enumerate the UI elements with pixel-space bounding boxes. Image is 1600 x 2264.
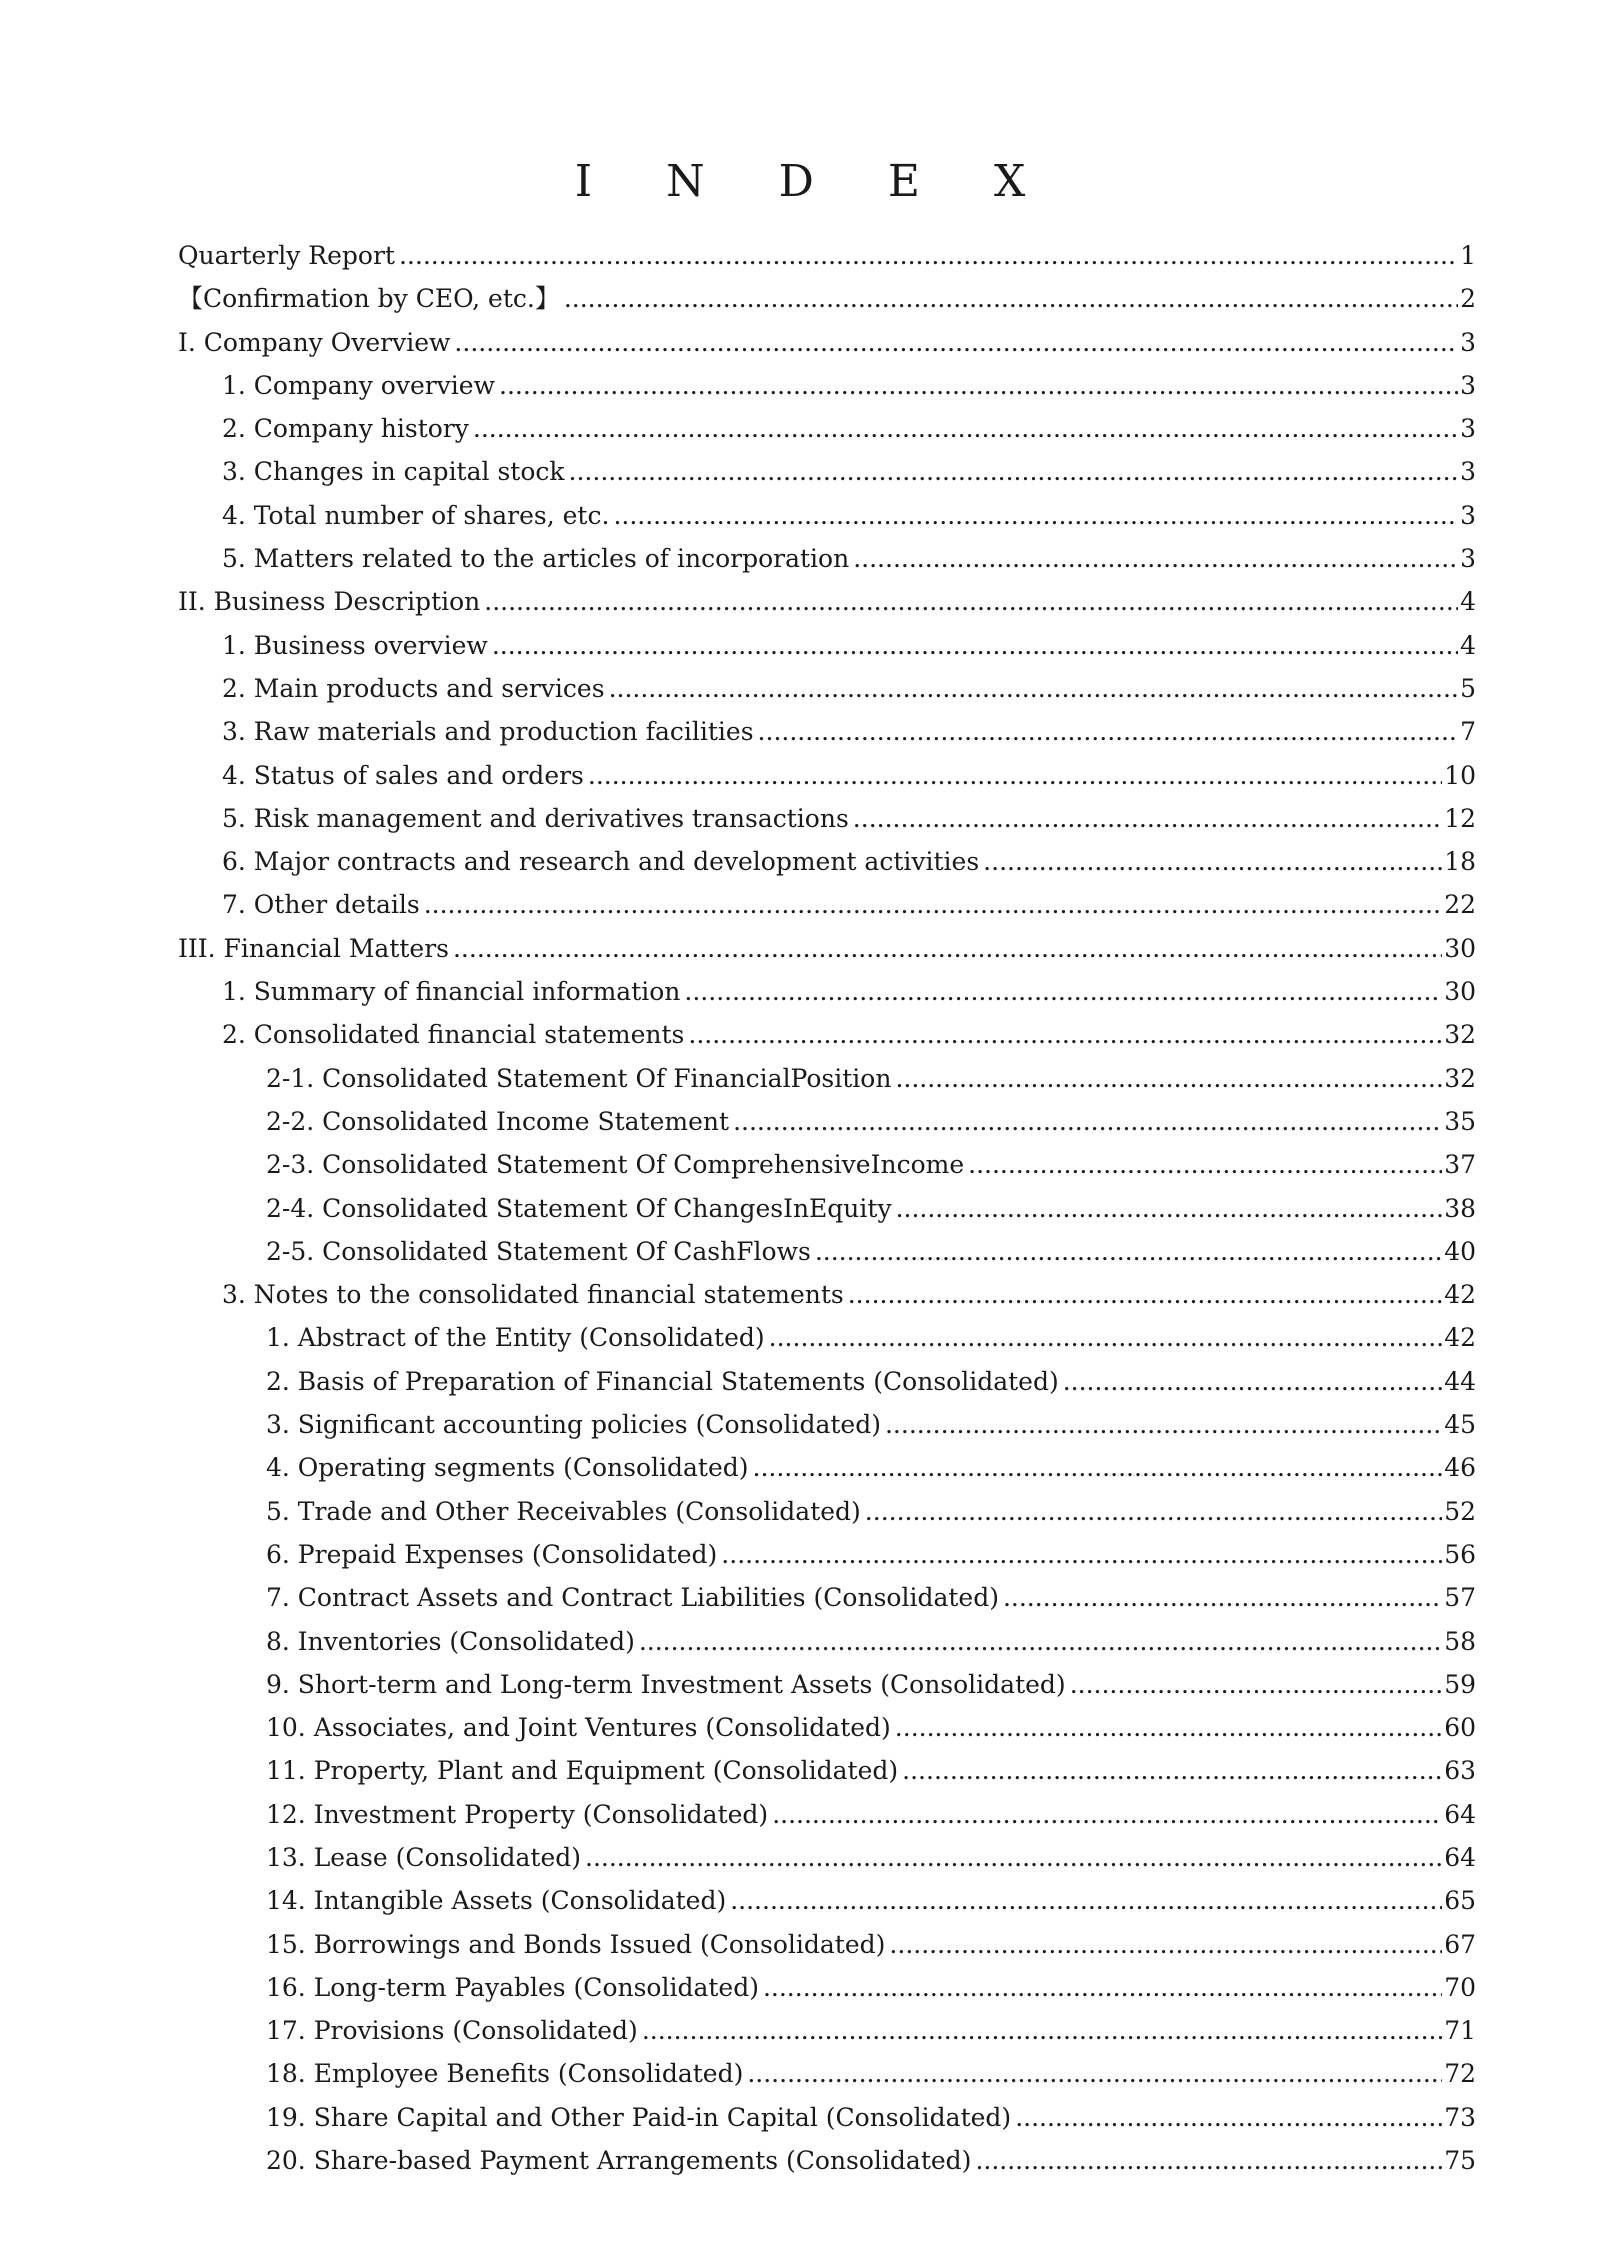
toc-dot-leader [424, 883, 1442, 926]
toc-entry[interactable] [178, 277, 1476, 320]
toc-entry[interactable] [178, 321, 1476, 364]
toc-entry-label: 3. Raw materials and production facilities [222, 717, 754, 747]
toc-entry-page-number: 3 [1460, 327, 1476, 357]
toc-entry-page-number: 1 [1460, 241, 1476, 270]
toc-entry[interactable] [178, 2009, 1476, 2052]
toc-entry-page-number: 2 [1460, 284, 1476, 314]
toc-entry-page-number: 5 [1460, 673, 1476, 703]
toc-entry-label: 19. Share Capital and Other Paid-in Capital (Consolidated) [266, 2102, 1012, 2132]
toc-dot-leader [609, 667, 1459, 710]
toc-entry-page-number: 3 [1460, 414, 1476, 444]
toc-entry-label: 3. Notes to the consolidated financial statements [222, 1280, 844, 1310]
toc-dot-leader [639, 1620, 1442, 1663]
toc-dot-leader [902, 1749, 1442, 1792]
toc-dot-leader [454, 321, 1458, 364]
toc-entry[interactable] [178, 494, 1476, 537]
toc-dot-leader [564, 277, 1458, 320]
toc-dot-leader [499, 364, 1458, 407]
toc-entry[interactable] [178, 1620, 1476, 1663]
toc-entry-label: 2. Basis of Preparation of Financial Statements (Consolidated) [266, 1366, 1059, 1396]
toc-entry[interactable] [178, 1533, 1476, 1576]
toc-entry-page-number: 65 [1444, 1886, 1476, 1916]
toc-entry-label: 1. Company overview [222, 370, 495, 400]
toc-entry-page-number: 3 [1460, 500, 1476, 530]
toc-entry[interactable] [178, 2096, 1476, 2139]
toc-dot-leader [492, 624, 1458, 667]
toc-entry[interactable] [178, 1187, 1476, 1230]
toc-entry-label: 2-4. Consolidated Statement Of ChangesInEquity [266, 1193, 892, 1223]
toc-entry-page-number: 38 [1444, 1193, 1476, 1223]
toc-dot-leader [399, 234, 1458, 277]
toc-entry-page-number: 45 [1444, 1410, 1476, 1440]
toc-entry-page-number: 3 [1460, 370, 1476, 400]
toc-entry[interactable] [178, 364, 1476, 407]
toc-entry-label: 6. Major contracts and research and development activities [222, 847, 980, 877]
toc-entry-page-number: 42 [1444, 1323, 1476, 1353]
toc-entry-label: 17. Provisions (Consolidated) [266, 2016, 638, 2046]
toc-entry-label: 【Confirmation by CEO, etc.】 [178, 284, 560, 314]
toc-dot-leader [453, 927, 1442, 970]
toc-dot-leader [769, 1316, 1443, 1359]
toc-dot-leader [569, 450, 1459, 493]
toc-entry[interactable] [178, 1273, 1476, 1316]
toc-entry-label: 16. Long-term Payables (Consolidated) [266, 1972, 759, 2002]
toc-entry[interactable] [178, 927, 1476, 970]
toc-entry-label: 4. Status of sales and orders [222, 760, 584, 790]
toc-entry-label: Quarterly Report [178, 241, 395, 270]
toc-dot-leader [885, 1403, 1442, 1446]
toc-entry[interactable] [178, 2052, 1476, 2095]
toc-dot-leader [815, 1230, 1442, 1273]
toc-entry[interactable] [178, 1403, 1476, 1446]
toc-entry-page-number: 59 [1444, 1669, 1476, 1699]
toc-entry-label: 20. Share-based Payment Arrangements (Consolidated) [266, 2146, 972, 2176]
toc-entry-label: 2. Main products and services [222, 673, 605, 703]
toc-entry-label: 15. Borrowings and Bonds Issued (Consolidated) [266, 1929, 886, 1959]
toc-entry-label: 3. Changes in capital stock [222, 457, 565, 487]
toc-entry-label: 18. Employee Benefits (Consolidated) [266, 2059, 744, 2089]
toc-entry[interactable] [178, 667, 1476, 710]
toc-entry-label: 2. Company history [222, 414, 469, 444]
toc-entry-label: 4. Operating segments (Consolidated) [266, 1453, 749, 1483]
toc-dot-leader [484, 580, 1458, 623]
toc-dot-leader [865, 1490, 1442, 1533]
toc-entry-page-number: 46 [1444, 1453, 1476, 1483]
toc-dot-leader [889, 1923, 1442, 1966]
toc-entry[interactable] [178, 1143, 1476, 1186]
toc-entry[interactable] [178, 1316, 1476, 1359]
toc-entry-page-number: 58 [1444, 1626, 1476, 1656]
toc-entry-page-number: 30 [1444, 977, 1476, 1007]
toc-entry[interactable] [178, 1360, 1476, 1403]
toc-entry[interactable] [178, 1706, 1476, 1749]
index-title: I N D E X [574, 156, 1056, 207]
toc-entry-label: 5. Risk management and derivatives transactions [222, 803, 849, 833]
toc-entry[interactable] [178, 1663, 1476, 1706]
toc-dot-leader [895, 1057, 1442, 1100]
toc-dot-leader [772, 1793, 1442, 1836]
toc-entry[interactable] [178, 710, 1476, 753]
toc-entry-label: I. Company Overview [178, 327, 451, 357]
toc-entry-page-number: 3 [1460, 457, 1476, 487]
toc-entry[interactable] [178, 1749, 1476, 1792]
toc-dot-leader [688, 1013, 1442, 1056]
toc-entry-label: 11. Property, Plant and Equipment (Consolidated) [266, 1756, 899, 1786]
toc-entry-label: 3. Significant accounting policies (Consolidated) [266, 1410, 881, 1440]
toc-dot-leader [853, 797, 1442, 840]
toc-dot-leader [763, 1966, 1442, 2009]
toc-dot-leader [975, 2139, 1442, 2182]
toc-entry-page-number: 60 [1444, 1713, 1476, 1743]
toc-entry[interactable] [178, 2139, 1476, 2182]
toc-entry[interactable] [178, 1013, 1476, 1056]
toc-entry[interactable] [178, 883, 1476, 926]
toc-entry-page-number: 4 [1460, 630, 1476, 660]
toc-entry[interactable] [178, 1100, 1476, 1143]
toc-entry-page-number: 3 [1460, 544, 1476, 574]
toc-dot-leader [895, 1706, 1442, 1749]
toc-entry-label: 1. Summary of financial information [222, 977, 681, 1007]
toc-entry-page-number: 30 [1444, 933, 1476, 963]
toc-entry-label: 9. Short-term and Long-term Investment Assets (Consolidated) [266, 1669, 1066, 1699]
toc-entry-page-number: 64 [1444, 1842, 1476, 1872]
toc-dot-leader [642, 2009, 1442, 2052]
toc-entry[interactable] [178, 1923, 1476, 1966]
toc-entry[interactable] [178, 754, 1476, 797]
toc-entry-label: III. Financial Matters [178, 933, 449, 963]
toc-entry-page-number: 4 [1460, 587, 1476, 617]
toc-entry[interactable] [178, 1966, 1476, 2009]
toc-entry-page-number: 57 [1444, 1583, 1476, 1613]
toc-entry-page-number: 37 [1444, 1150, 1476, 1180]
toc-dot-leader [1063, 1360, 1442, 1403]
toc-entry-label: 2. Consolidated financial statements [222, 1020, 685, 1050]
toc-dot-leader [747, 2052, 1442, 2095]
toc-entry[interactable] [178, 1879, 1476, 1922]
toc-dot-leader [684, 970, 1442, 1013]
toc-entry[interactable] [178, 1576, 1476, 1619]
toc-dot-leader [613, 494, 1458, 537]
toc-dot-leader [896, 1187, 1443, 1230]
toc-entry-label: 7. Contract Assets and Contract Liabilities (Consolidated) [266, 1583, 999, 1613]
toc-entry[interactable] [178, 1446, 1476, 1489]
toc-entry-page-number: 72 [1444, 2059, 1476, 2089]
toc-entry-page-number: 64 [1444, 1799, 1476, 1829]
toc-entry-page-number: 22 [1444, 890, 1476, 920]
toc-entry[interactable] [178, 840, 1476, 883]
toc-dot-leader [585, 1836, 1442, 1879]
toc-entry-label: 5. Matters related to the articles of incorporation [222, 544, 850, 574]
toc-dot-leader [758, 710, 1459, 753]
toc-dot-leader [1003, 1576, 1442, 1619]
toc-entry-page-number: 40 [1444, 1236, 1476, 1266]
toc-entry-page-number: 75 [1444, 2146, 1476, 2176]
toc-dot-leader [588, 754, 1442, 797]
toc-entry-page-number: 63 [1444, 1756, 1476, 1786]
toc-entry[interactable] [178, 970, 1476, 1013]
toc-entry-label: 12. Investment Property (Consolidated) [266, 1799, 769, 1829]
toc-entry-label: 2-3. Consolidated Statement Of ComprehensiveIncome [266, 1150, 965, 1180]
toc-entry-page-number: 67 [1444, 1929, 1476, 1959]
toc-entry[interactable] [178, 797, 1476, 840]
toc-entry-label: II. Business Description [178, 587, 481, 617]
toc-entry-page-number: 12 [1444, 803, 1476, 833]
toc-entry[interactable] [178, 1230, 1476, 1273]
toc-entry-page-number: 42 [1444, 1280, 1476, 1310]
toc-entry-page-number: 35 [1444, 1106, 1476, 1136]
toc-entry[interactable] [178, 537, 1476, 580]
toc-entry[interactable] [178, 580, 1476, 623]
toc-entry-label: 1. Abstract of the Entity (Consolidated) [266, 1323, 765, 1353]
toc-entry-page-number: 73 [1444, 2102, 1476, 2132]
table-of-contents [178, 234, 1476, 2182]
toc-entry-label: 13. Lease (Consolidated) [266, 1842, 581, 1872]
toc-entry-page-number: 32 [1444, 1020, 1476, 1050]
toc-entry-label: 2-1. Consolidated Statement Of FinancialPosition [266, 1063, 892, 1093]
toc-entry-label: 10. Associates, and Joint Ventures (Consolidated) [266, 1713, 891, 1743]
toc-entry[interactable] [178, 450, 1476, 493]
toc-entry-page-number: 10 [1444, 760, 1476, 790]
toc-dot-leader [733, 1100, 1442, 1143]
toc-entry[interactable] [178, 1490, 1476, 1533]
toc-entry[interactable] [178, 407, 1476, 450]
toc-dot-leader [1070, 1663, 1443, 1706]
toc-entry[interactable] [178, 234, 1476, 277]
toc-dot-leader [848, 1273, 1442, 1316]
toc-entry[interactable] [178, 1057, 1476, 1100]
toc-entry-label: 5. Trade and Other Receivables (Consolidated) [266, 1496, 861, 1526]
toc-entry[interactable] [178, 1836, 1476, 1879]
toc-entry-page-number: 52 [1444, 1496, 1476, 1526]
toc-entry-label: 1. Business overview [222, 630, 488, 660]
toc-dot-leader [853, 537, 1458, 580]
toc-entry-label: 2-2. Consolidated Income Statement [266, 1106, 730, 1136]
toc-dot-leader [1015, 2096, 1442, 2139]
toc-entry-label: 8. Inventories (Consolidated) [266, 1626, 635, 1656]
toc-entry-label: 6. Prepaid Expenses (Consolidated) [266, 1539, 718, 1569]
toc-entry-page-number: 32 [1444, 1063, 1476, 1093]
toc-entry-page-number: 18 [1444, 847, 1476, 877]
toc-dot-leader [721, 1533, 1442, 1576]
toc-entry-label: 14. Intangible Assets (Consolidated) [266, 1886, 727, 1916]
toc-dot-leader [473, 407, 1458, 450]
toc-entry-label: 4. Total number of shares, etc. [222, 500, 610, 530]
toc-entry-label: 7. Other details [222, 890, 420, 920]
toc-entry-page-number: 70 [1444, 1972, 1476, 2002]
toc-dot-leader [753, 1446, 1443, 1489]
toc-entry-page-number: 44 [1444, 1366, 1476, 1396]
toc-dot-leader [730, 1879, 1442, 1922]
toc-dot-leader [968, 1143, 1442, 1186]
toc-dot-leader [983, 840, 1442, 883]
toc-entry-label: 2-5. Consolidated Statement Of CashFlows [266, 1236, 811, 1266]
toc-entry[interactable] [178, 1793, 1476, 1836]
toc-entry[interactable] [178, 624, 1476, 667]
toc-entry-page-number: 7 [1460, 717, 1476, 747]
toc-entry-page-number: 71 [1444, 2016, 1476, 2046]
toc-entry-page-number: 56 [1444, 1539, 1476, 1569]
